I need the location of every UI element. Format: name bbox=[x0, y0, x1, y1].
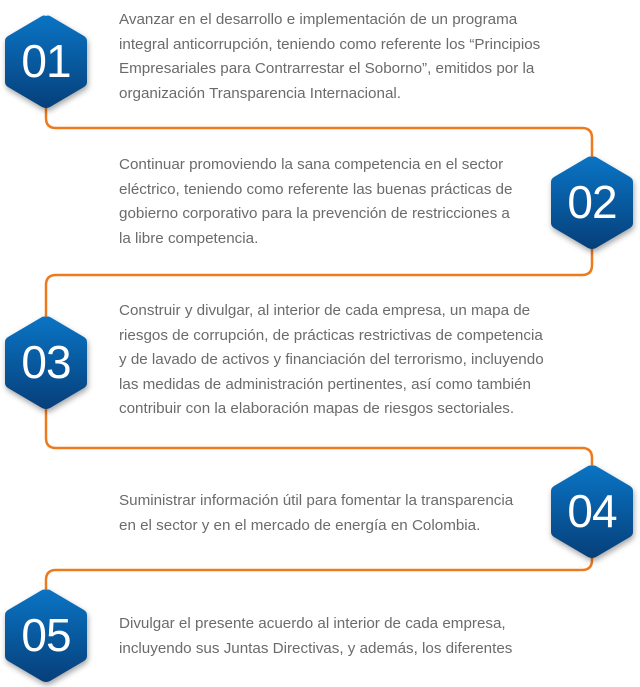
step-text-01 bbox=[119, 8, 540, 106]
step-text-05 bbox=[119, 612, 512, 661]
step-text-03 bbox=[119, 299, 544, 422]
text-line: la libre competencia. bbox=[119, 229, 259, 247]
step-number: 03 bbox=[21, 336, 71, 388]
step-hexagon-05 bbox=[4, 588, 88, 683]
text-line: Empresariales para Contrarrestar el Soborno”, emitidos por la bbox=[119, 60, 535, 77]
text-line: contribuir con la elaboración mapas de riesgos sectoriales. bbox=[119, 400, 515, 417]
text-line: las medidas de administración pertinentes, así como también bbox=[119, 375, 531, 393]
text-line: eléctrico, teniendo como referente las buenas prácticas de bbox=[119, 180, 513, 198]
text-line: Avanzar en el desarrollo e implementación de un programa bbox=[119, 11, 518, 28]
step-number: 01 bbox=[21, 35, 71, 87]
step-hexagon-02 bbox=[550, 155, 634, 250]
step-text-02 bbox=[119, 153, 512, 251]
text-line: Construir y divulgar, al interior de cada empresa, un mapa de bbox=[119, 302, 531, 319]
step-hexagon-03 bbox=[4, 315, 88, 410]
text-line: gobierno corporativo para la prevención de restricciones a bbox=[119, 205, 510, 222]
text-line: Suministrar información útil para fomentar la transparencia bbox=[119, 492, 514, 509]
step-hexagon-01 bbox=[4, 14, 88, 109]
text-line: y de lavado de activos y financiación del terrorismo, incluyendo bbox=[119, 351, 544, 368]
step-hexagon-04 bbox=[550, 464, 634, 559]
text-line: Continuar promoviendo la sana competencia en el sector bbox=[119, 156, 504, 173]
text-line: en el sector y en el mercado de energía en Colombia. bbox=[119, 516, 481, 534]
step-number: 04 bbox=[567, 485, 617, 537]
step-number: 02 bbox=[567, 176, 617, 228]
step-text-04 bbox=[119, 489, 513, 538]
text-line: organización Transparencia Internacional. bbox=[119, 84, 401, 102]
text-line: Divulgar el presente acuerdo al interior de cada empresa, bbox=[119, 615, 506, 632]
text-line: riesgos de corrupción, de prácticas restrictivas de competencia bbox=[119, 326, 543, 344]
text-line: integral anticorrupción, teniendo como referente los “Principios bbox=[119, 35, 541, 53]
text-line: incluyendo sus Juntas Directivas, y además, los diferentes bbox=[119, 639, 513, 657]
step-number: 05 bbox=[21, 609, 71, 661]
